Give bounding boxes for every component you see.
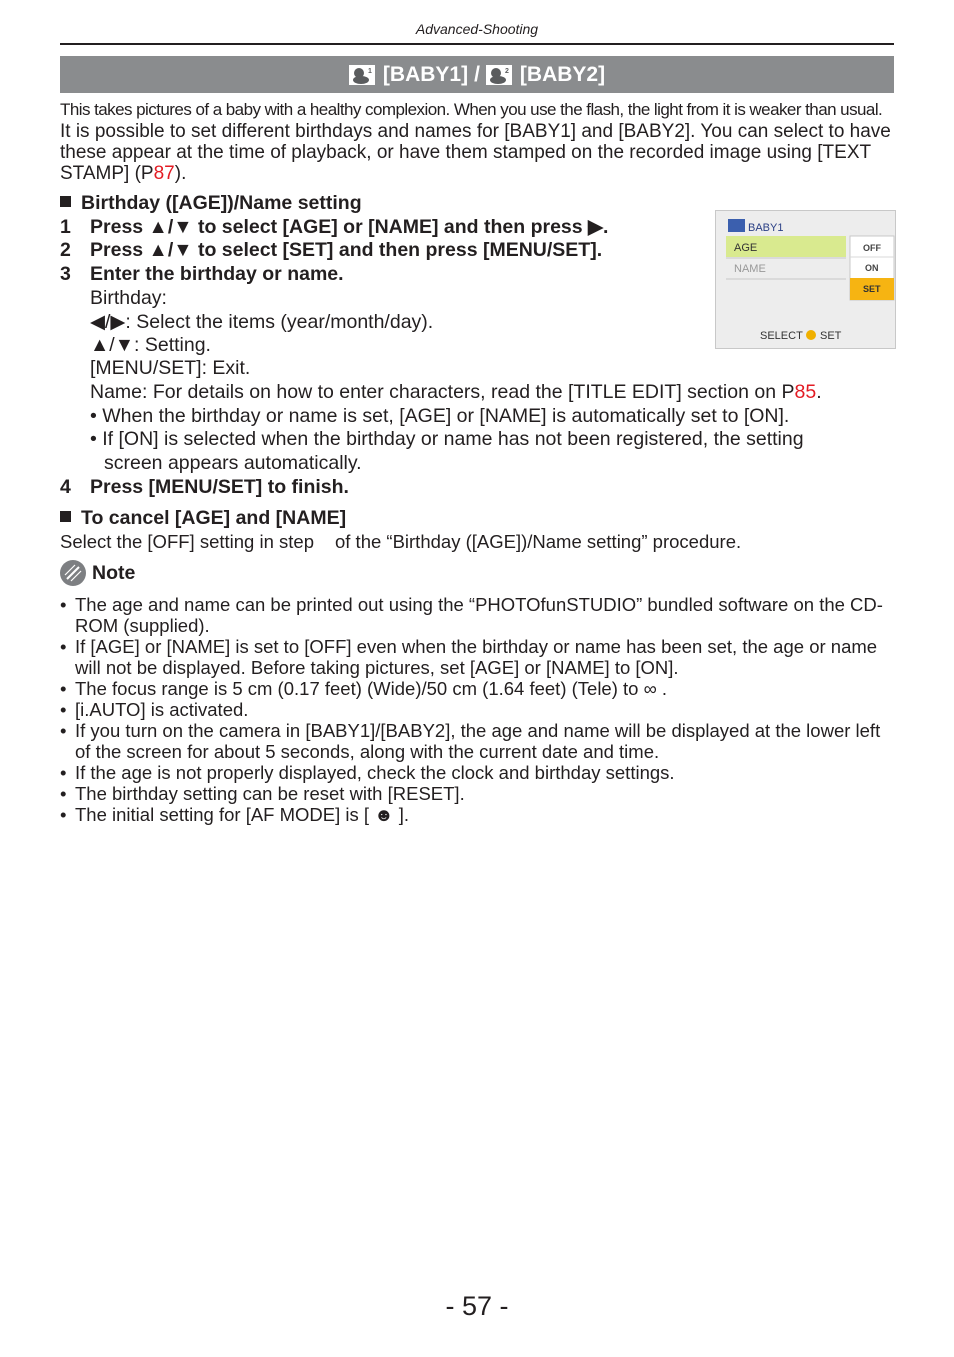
intro-paragraph — [60, 121, 900, 184]
bullet-auto-on — [90, 405, 789, 428]
pencil-note-icon — [60, 560, 86, 586]
intro-text-end: ). — [174, 163, 187, 184]
birthday-heading-text: Birthday ([AGE])/Name setting — [81, 192, 362, 214]
note-item: • If [AGE] or [NAME] is set to [OFF] even when the birthday or name has been set, the age or name will not be displayed. Before taking pictures, set [AGE] or [NAME] to [ON]. — [60, 636, 900, 678]
svg-text:2: 2 — [504, 67, 509, 75]
step-number: 2 — [60, 239, 71, 261]
note-list — [60, 594, 900, 825]
square-bullet-icon — [60, 196, 71, 207]
note-label: Note — [92, 561, 136, 584]
screen-footer-set: SET — [820, 330, 842, 342]
lr-select-text: ◀/▶: Select the items (year/month/day). — [90, 311, 434, 333]
note-item: • If the age is not properly displayed, check the clock and birthday settings. — [60, 762, 900, 783]
camera-menu-screen — [715, 210, 896, 349]
bullet-not-registered-cont: screen appears automatically. — [104, 452, 362, 474]
step-1 — [60, 215, 608, 239]
intro-text: It is possible to set different birthdays and names for [BABY1] and [BABY2]. You can select to have these appear at the time of playback, or have them stamped on the recorded image using [TEXT STAMP] (P — [60, 121, 891, 184]
baby2-scene-icon — [486, 65, 512, 85]
page-ref-87[interactable]: 87 — [153, 163, 175, 184]
title-baby2: [BABY2] — [519, 62, 606, 86]
square-bullet-icon — [60, 511, 71, 522]
baby1-scene-icon — [349, 65, 375, 85]
screen-footer-select: SELECT — [760, 330, 803, 342]
name-text: Name: For details on how to enter characters, read the [TITLE EDIT] section on P — [90, 381, 795, 403]
cancel-instruction — [60, 531, 741, 553]
cancel-section-heading — [60, 507, 346, 530]
step-text: Press ▲/▼ to select [AGE] or [NAME] and then press ▶. — [90, 216, 609, 238]
screen-option-on[interactable]: ON — [865, 263, 879, 273]
screen-item-name[interactable]: NAME — [734, 263, 766, 275]
name-instruction — [90, 381, 822, 404]
header-rule — [60, 43, 894, 45]
cancel-text-end: of the “Birthday ([AGE])/Name setting” procedure. — [334, 531, 742, 552]
note-item: • If you turn on the camera in [BABY1]/[BABY2], the age and name will be displayed at the lower left of the screen for about 5 seconds, along with the current date and time. — [60, 720, 900, 762]
bullet-text: If [ON] is selected when the birthday or name has not been registered, the setting — [102, 428, 804, 450]
note-item: • The initial setting for [AF MODE] is [ ☻ ]. — [60, 804, 900, 825]
screen-item-age[interactable]: AGE — [734, 242, 758, 254]
birthday-label: Birthday: — [90, 287, 167, 309]
running-header: Advanced-Shooting — [415, 21, 539, 37]
step-text: Press [MENU/SET] to finish. — [90, 476, 349, 498]
bullet-text: When the birthday or name is set, [AGE] or [NAME] is automatically set to [ON]. — [102, 405, 790, 427]
note-heading — [60, 560, 135, 586]
intro-line: This takes pictures of a baby with a healthy complexion. When you use the flash, the light from it is weaker than usual. — [60, 100, 883, 119]
section-title-bar — [60, 56, 894, 93]
birthday-section-heading — [60, 192, 362, 215]
cancel-heading-text: To cancel [AGE] and [NAME] — [81, 507, 347, 529]
bullet-dot: • — [90, 405, 103, 427]
bullet-dot: • — [90, 428, 103, 450]
note-item: • [i.AUTO] is activated. — [60, 699, 900, 720]
step-number: 4 — [60, 476, 71, 498]
screen-option-off[interactable]: OFF — [863, 243, 881, 253]
svg-text:1: 1 — [367, 67, 372, 75]
title-baby1: [BABY1] — [382, 62, 469, 86]
ud-setting-text: ▲/▼: Setting. — [90, 334, 211, 356]
cancel-text: Select the [OFF] setting in step — [60, 531, 314, 552]
step-text: Enter the birthday or name. — [90, 263, 344, 285]
note-item: • The age and name can be printed out using the “PHOTOfunSTUDIO” bundled software on the CD-ROM (supplied). — [60, 594, 900, 636]
page-ref-85[interactable]: 85 — [794, 381, 817, 403]
note-item: • The birthday setting can be reset with [RESET]. — [60, 783, 900, 804]
menu-exit-text: [MENU/SET]: Exit. — [90, 357, 251, 379]
step-number: 3 — [60, 263, 71, 285]
bullet-not-registered — [90, 428, 804, 451]
baby-scene-icon — [728, 219, 745, 232]
step-4 — [60, 476, 349, 499]
step-3 — [60, 263, 344, 286]
step-text: Press ▲/▼ to select [SET] and then press [MENU/SET]. — [90, 239, 603, 261]
camera-screen-graphic — [716, 211, 895, 348]
page-number: - 57 - — [445, 1291, 509, 1321]
name-text-end: . — [816, 381, 822, 403]
note-item: • The focus range is 5 cm (0.17 feet) (Wide)/50 cm (1.64 feet) (Tele) to ∞ . — [60, 678, 900, 699]
screen-title: BABY1 — [748, 222, 784, 234]
cursor-button-icon — [806, 330, 816, 340]
title-separator: / — [474, 62, 480, 86]
step-2 — [60, 239, 602, 262]
step-number: 1 — [60, 216, 71, 238]
screen-option-set[interactable]: SET — [863, 284, 881, 294]
